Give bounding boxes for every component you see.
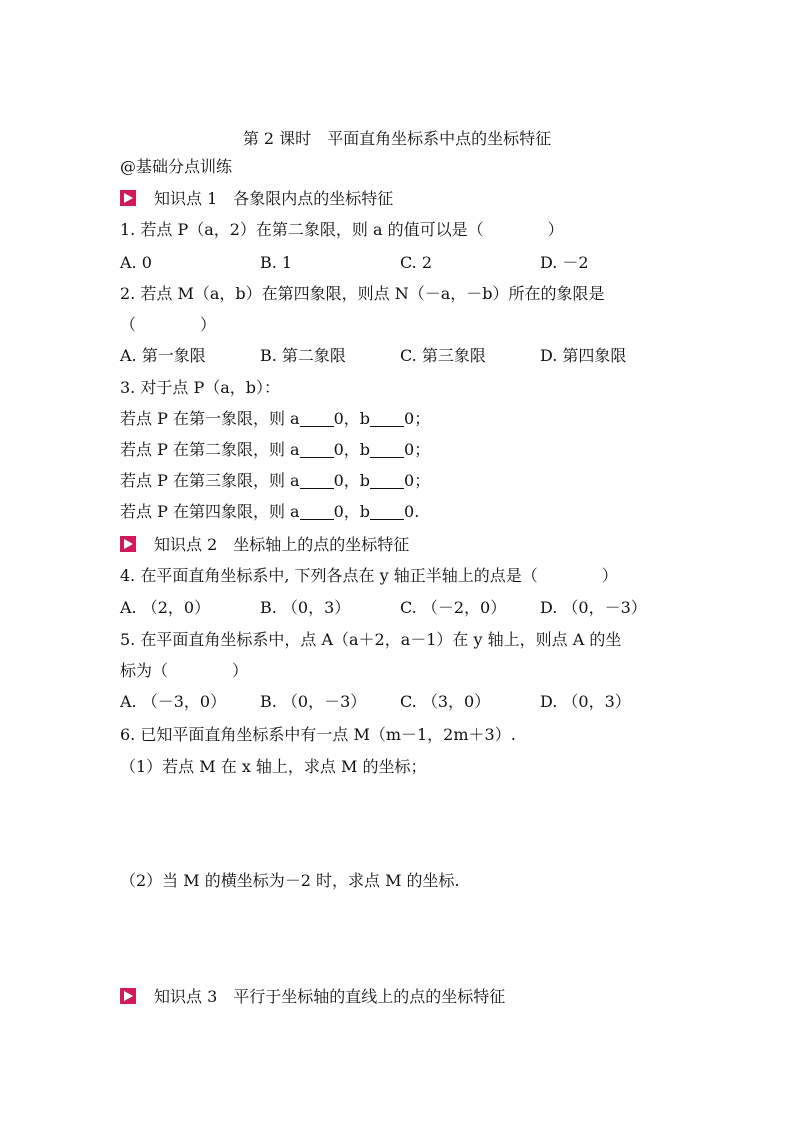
section-marker-icon	[120, 536, 136, 552]
q3-line-text: 0；	[404, 440, 431, 459]
q3-line-text: 0，b	[333, 471, 371, 490]
q4-option-a: A. （2，0）	[120, 598, 211, 617]
q5-option-d: D. （0，3）	[540, 692, 631, 711]
q3-line-text: 0，b	[333, 409, 371, 428]
q3-line-text: 若点 P 在第三象限，则 a	[120, 471, 300, 490]
answer-blank[interactable]	[370, 410, 404, 427]
answer-blank[interactable]	[300, 472, 334, 489]
q3-line-text: 若点 P 在第四象限，则 a	[120, 502, 300, 521]
section-label: 知识点 2 坐标轴上的点的坐标特征	[154, 535, 410, 554]
q4-option-d: D. （0，－3）	[540, 598, 647, 617]
question-2-stem: 2. 若点 M（a，b）在第四象限，则点 N（－a，－b）所在的象限是	[120, 284, 605, 303]
section-heading-3	[120, 986, 505, 1008]
q2-option-b: B. 第二象限	[260, 346, 346, 365]
answer-blank[interactable]	[370, 441, 404, 458]
section-heading-1	[120, 188, 393, 210]
answer-blank[interactable]	[300, 441, 334, 458]
answer-blank[interactable]	[300, 503, 334, 520]
q3-line-3	[120, 470, 430, 492]
section-heading-2	[120, 534, 409, 556]
question-1-stem: 1. 若点 P（a，2）在第二象限，则 a 的值可以是（ ）	[120, 220, 564, 239]
question-6-part-1: （1）若点 M 在 x 轴上，求点 M 的坐标；	[120, 757, 427, 776]
q3-line-text: 0，b	[333, 502, 371, 521]
question-6-stem: 6. 已知平面直角坐标系中有一点 M（m－1，2m＋3）.	[120, 725, 516, 744]
q5-option-b: B. （0，－3）	[260, 692, 367, 711]
question-5-stem-cont: 标为（ ）	[120, 661, 249, 680]
q2-option-d: D. 第四象限	[540, 346, 627, 365]
subtitle: @基础分点训练	[120, 157, 233, 176]
section-label: 知识点 3 平行于坐标轴的直线上的点的坐标特征	[154, 987, 506, 1006]
q3-line-text: 0.	[404, 502, 420, 521]
q3-line-text: 若点 P 在第一象限，则 a	[120, 409, 300, 428]
page-title: 第 2 课时 平面直角坐标系中点的坐标特征	[242, 129, 552, 148]
q3-line-text: 0；	[404, 409, 431, 428]
q3-line-text: 若点 P 在第二象限，则 a	[120, 440, 300, 459]
q2-option-a: A. 第一象限	[120, 346, 206, 365]
q3-line-2	[120, 439, 430, 461]
q3-line-1	[120, 408, 430, 430]
q1-option-d: D. －2	[540, 253, 589, 272]
q5-option-c: C. （3，0）	[400, 692, 491, 711]
q3-line-4	[120, 501, 419, 523]
answer-blank[interactable]	[300, 410, 334, 427]
answer-blank[interactable]	[370, 472, 404, 489]
section-label: 知识点 1 各象限内点的坐标特征	[154, 189, 394, 208]
answer-blank[interactable]	[370, 503, 404, 520]
q5-option-a: A. （－3，0）	[120, 692, 227, 711]
q3-line-text: 0，b	[333, 440, 371, 459]
section-marker-icon	[120, 190, 136, 206]
q1-option-a: A. 0	[120, 253, 152, 272]
question-3-stem: 3. 对于点 P（a，b）：	[120, 378, 280, 397]
q4-option-b: B. （0，3）	[260, 598, 351, 617]
q4-option-c: C. （－2，0）	[400, 598, 507, 617]
q1-option-c: C. 2	[400, 253, 433, 272]
q1-option-b: B. 1	[260, 253, 293, 272]
question-2-stem-cont: （ ）	[120, 315, 217, 334]
question-4-stem: 4. 在平面直角坐标系中, 下列各点在 y 轴正半轴上的点是（ ）	[120, 566, 618, 585]
q2-option-c: C. 第三象限	[400, 346, 486, 365]
section-marker-icon	[120, 988, 136, 1004]
question-5-stem: 5. 在平面直角坐标系中，点 A（a＋2，a－1）在 y 轴上，则点 A 的坐	[120, 630, 622, 649]
q3-line-text: 0；	[404, 471, 431, 490]
question-6-part-2: （2）当 M 的横坐标为－2 时，求点 M 的坐标.	[120, 871, 460, 890]
